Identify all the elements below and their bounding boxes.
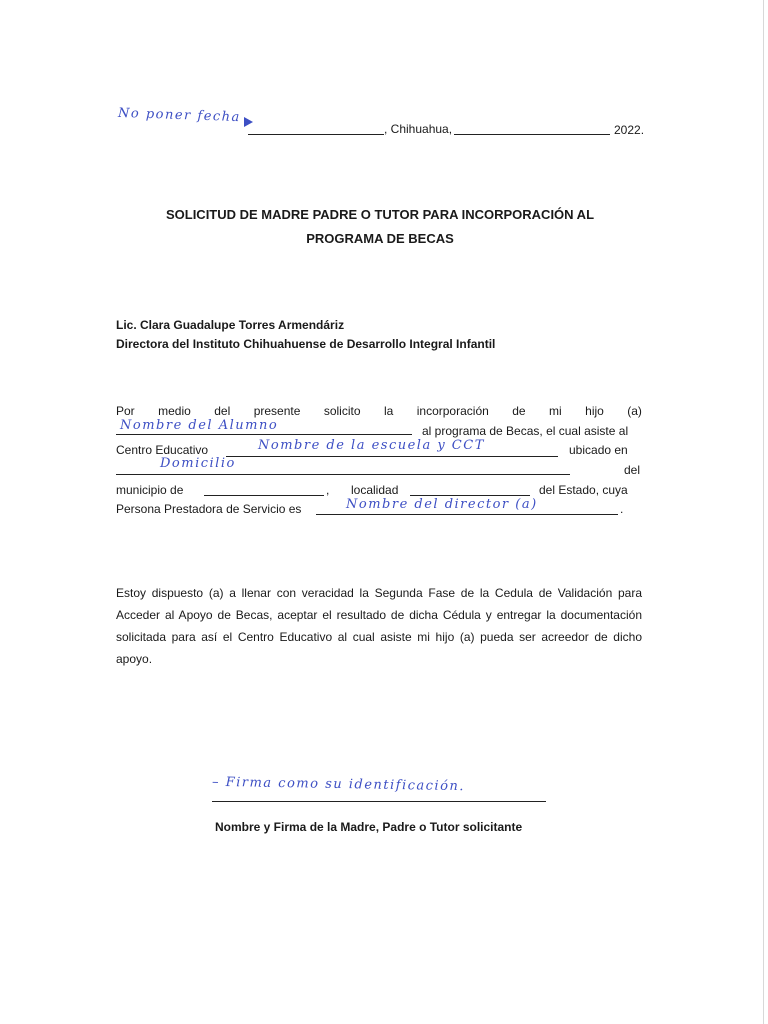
handwritten-director: Nombre del director (a)	[346, 497, 538, 512]
word: medio	[158, 404, 191, 418]
persona-label: Persona Prestadora de Servicio es	[116, 502, 302, 516]
word: Por	[116, 404, 135, 418]
school-blank	[226, 456, 558, 457]
handwritten-student-name: Nombre del Alumno	[120, 418, 279, 433]
date-blank	[454, 134, 610, 135]
arrow-icon	[244, 117, 253, 127]
word: mi	[549, 404, 562, 418]
period-text: .	[620, 502, 624, 516]
word: de	[512, 404, 526, 418]
word: solicito	[323, 404, 361, 418]
scan-edge	[763, 0, 764, 1024]
document-title-line1: SOLICITUD DE MADRE PADRE O TUTOR PARA INCORPORACIÓN AL	[165, 207, 595, 222]
addressee-name: Lic. Clara Guadalupe Torres Armendáriz	[116, 318, 345, 332]
handwritten-date-note: No poner fecha	[117, 105, 242, 126]
comma-text: ,	[326, 483, 330, 497]
director-blank	[316, 514, 618, 515]
handwritten-signature-note: – Firma como su identificación.	[211, 774, 466, 795]
year-text: 2022.	[614, 123, 645, 137]
program-text: al programa de Becas, el cual asiste al	[422, 424, 629, 438]
document-title-line2: PROGRAMA DE BECAS	[306, 231, 454, 246]
del-text: del	[624, 463, 641, 477]
ubicado-text: ubicado en	[569, 443, 628, 457]
word: hijo	[585, 404, 604, 418]
signature-line	[212, 801, 546, 802]
municipio-label: municipio de	[116, 483, 184, 497]
word: incorporación	[416, 404, 489, 418]
addressee-position: Directora del Instituto Chihuahuense de Desarrollo Integral Infantil	[116, 337, 496, 351]
word: presente	[253, 404, 301, 418]
municipio-blank	[204, 495, 324, 496]
commitment-paragraph: Estoy dispuesto (a) a llenar con veracidad la Segunda Fase de la Cedula de Validación para Acceder al Apoyo de Becas, aceptar el resultado de dicha Cédula y entregar la documentación solicitada para así el Centro Educativo al cual asiste mi hijo (a) pueda ser acreedor de dicho apoyo.	[116, 586, 642, 666]
centro-label: Centro Educativo	[116, 443, 209, 457]
request-line-1	[116, 404, 642, 418]
handwritten-school: Nombre de la escuela y CCT	[258, 438, 485, 453]
place-blank	[248, 134, 384, 135]
estado-text: del Estado, cuya	[539, 483, 628, 497]
word: del	[214, 404, 231, 418]
word: (a)	[627, 404, 642, 418]
student-name-blank	[116, 434, 412, 435]
handwritten-address: Domicilio	[160, 456, 236, 471]
signature-label: Nombre y Firma de la Madre, Padre o Tutor solicitante	[215, 820, 523, 834]
address-blank	[116, 474, 570, 475]
city-text: , Chihuahua,	[384, 122, 453, 136]
localidad-label: localidad	[351, 483, 399, 497]
word: la	[383, 404, 394, 418]
localidad-blank	[410, 495, 530, 496]
